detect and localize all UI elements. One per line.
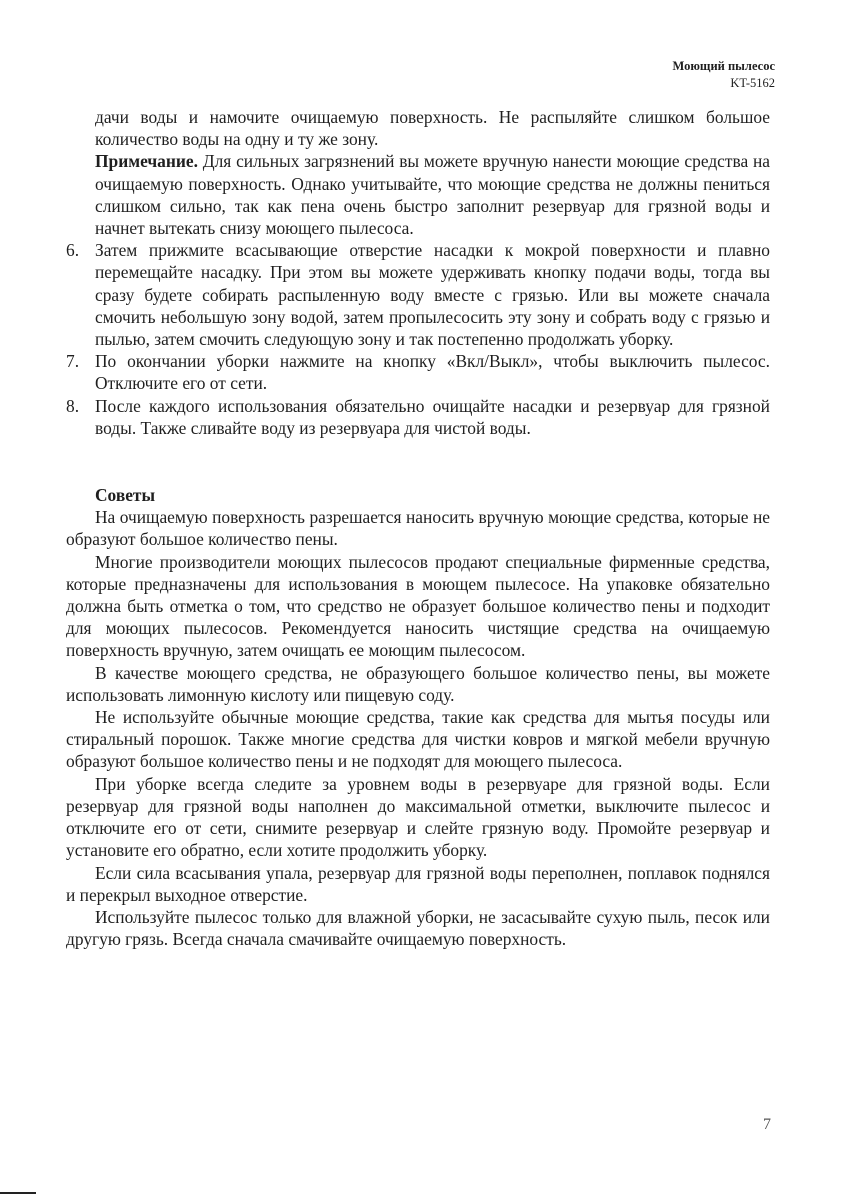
tips-paragraph: Если сила всасывания упала, резервуар для грязной воды переполнен, поплавок поднялся и перекрыл выходное отверстие. <box>66 862 770 905</box>
page-content <box>66 106 770 950</box>
tips-paragraph: Используйте пылесос только для влажной уборки, не засасывайте сухую пыль, песок или другую грязь. Всегда сначала смачивайте очищаемую поверхность. <box>66 906 770 950</box>
tips-paragraph: При уборке всегда следите за уровнем воды в резервуаре для грязной воды. Если резервуар для грязной воды наполнен до максимальной отметки, выключите пылесос и отключите его от сети, снимите резервуар и слейте грязную воду. Промойте резервуар и установите его обратно, если хотите продолжить уборку. <box>66 773 770 861</box>
tips-paragraph: Многие производители моющих пылесосов продают специальные фирменные средства, которые предназначены для использования в моющем пылесосе. На упаковке обязательно должна быть отметка о том, что средство не образует большое количество пены и подходит для моющих пылесосов. Рекомендуется наносить чистящие средства на очищаемую поверхность вручную, затем очищать ее моющим пылесосом. <box>66 551 770 661</box>
note-label: Примечание. <box>95 151 198 172</box>
page-number: 7 <box>763 1116 771 1133</box>
list-item <box>66 239 770 350</box>
tips-paragraph: Не используйте обычные моющие средства, такие как средства для мытья посуды или стиральный порошок. Также многие средства для чистки ковров и мягкой мебели вручную образуют большое количество пены и не подходят для моющего пылесоса. <box>66 707 770 772</box>
list-item <box>66 395 770 439</box>
step-number: 7. <box>66 351 80 372</box>
intro-paragraph: дачи воды и намочите очищаемую поверхность. Не распыляйте слишком большое количество воды на одну и ту же зону. <box>95 107 770 150</box>
instruction-steps <box>66 239 770 439</box>
list-item <box>66 350 770 394</box>
note-paragraph <box>66 150 770 239</box>
page-header <box>475 58 775 92</box>
tips-paragraph: В качестве моющего средства, не образующего большое количество пены, вы можете использовать лимонную кислоту или пищевую соду. <box>66 662 770 705</box>
note-text: Для сильных загрязнений вы можете вручную нанести моющие средства на очищаемую поверхность. Однако учитывайте, что моющие средства не должны пениться слишком сильно, так как пена очень быстро заполнит резервуар для грязной воды и начнет вытекать снизу моющего пылесоса. <box>95 151 770 239</box>
step-text: После каждого использования обязательно очищайте насадки и резервуар для грязной воды. Также сливайте воду из резервуара для чистой воды. <box>95 395 770 438</box>
step-number: 6. <box>66 240 80 261</box>
step-text: Затем прижмите всасывающие отверстие насадки к мокрой поверхности и плавно перемещайте насадку. При этом вы можете удерживать кнопку подачи воды, тогда вы сразу будете собирать распыленную воду вместе с грязью. Или вы можете сначала смочить небольшую зону водой, затем пропылесосить эту зону и собрать воду с грязью и пылью, затем смочить следующую зону и так постепенно продолжать уборку. <box>95 240 770 350</box>
step-text: По окончании уборки нажмите на кнопку «Вкл/Выкл», чтобы выключить пылесос. Отключите его от сети. <box>95 351 770 394</box>
tips-paragraph: На очищаемую поверхность разрешается наносить вручную моющие средства, которые не образуют большое количество пены. <box>66 507 770 550</box>
step-number: 8. <box>66 395 80 416</box>
section-title: Советы <box>95 485 156 506</box>
product-name: Моющий пылесос <box>672 59 775 73</box>
model-number: KT-5162 <box>730 76 775 90</box>
